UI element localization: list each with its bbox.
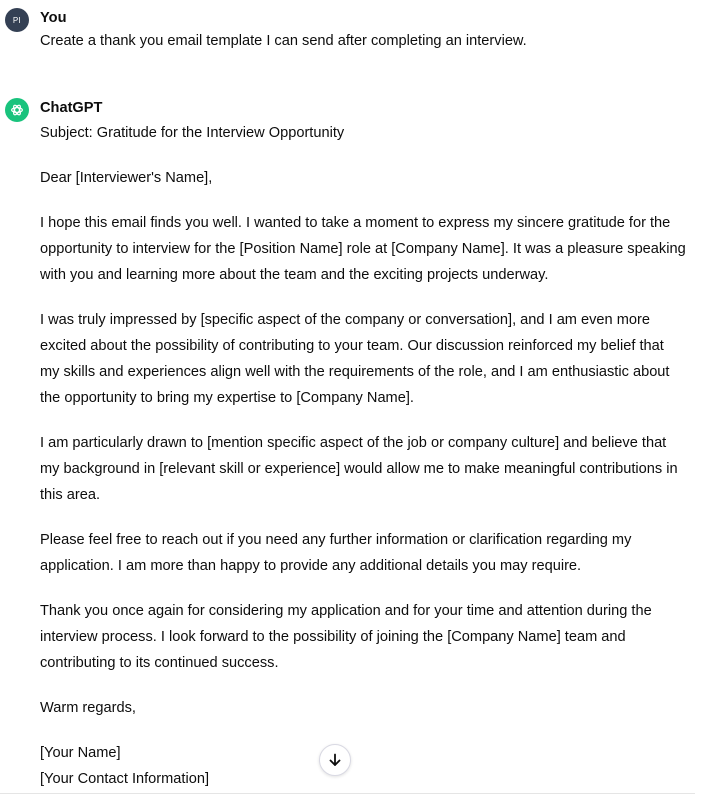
arrow-down-icon	[328, 753, 342, 767]
signature-contact: [Your Contact Information]	[40, 771, 210, 787]
user-author-name: You	[40, 10, 67, 26]
email-paragraph: I hope this email finds you well. I wanted to take a moment to express my sincere gratitude for the opportunity to interview for the [Position Name] role at [Company Name]. It was a pleasure speaking with you and learning more about the team and the exciting projects underway.	[40, 215, 686, 283]
user-message-text: Create a thank you email template I can send after completing an interview.	[40, 33, 527, 49]
divider	[0, 793, 695, 794]
email-subject: Subject: Gratitude for the Interview Opportunity	[40, 125, 345, 141]
email-paragraph: Please feel free to reach out if you need any further information or clarification regarding my application. I am more than happy to provide any additional details you may require.	[40, 532, 632, 574]
signature-name: [Your Name]	[40, 745, 121, 761]
email-paragraph: I am particularly drawn to [mention specific aspect of the job or company culture] and believe that my background in [relevant skill or experience] would allow me to make meaningful contributions in this area.	[40, 435, 678, 503]
email-paragraph: Thank you once again for considering my application and for your time and attention during the interview process. I look forward to the possibility of joining the [Company Name] team and contributing to its continued success.	[40, 603, 652, 671]
assistant-avatar	[5, 98, 29, 122]
openai-logo-icon	[9, 102, 25, 118]
user-avatar-initials: PI	[12, 15, 22, 25]
email-closing: Warm regards,	[40, 700, 136, 716]
assistant-message-body	[40, 120, 687, 792]
user-avatar	[5, 8, 29, 32]
assistant-author-name: ChatGPT	[40, 100, 103, 116]
email-paragraph: I was truly impressed by [specific aspect of the company or conversation], and I am even more excited about the possibility of contributing to your team. Our discussion reinforced my belief that my skills and experiences align well with the requirements of the role, and I am enthusiastic about the opportunity to bring my expertise to [Company Name].	[40, 312, 670, 406]
email-greeting: Dear [Interviewer's Name],	[40, 170, 213, 186]
scroll-to-bottom-button[interactable]	[319, 744, 351, 776]
